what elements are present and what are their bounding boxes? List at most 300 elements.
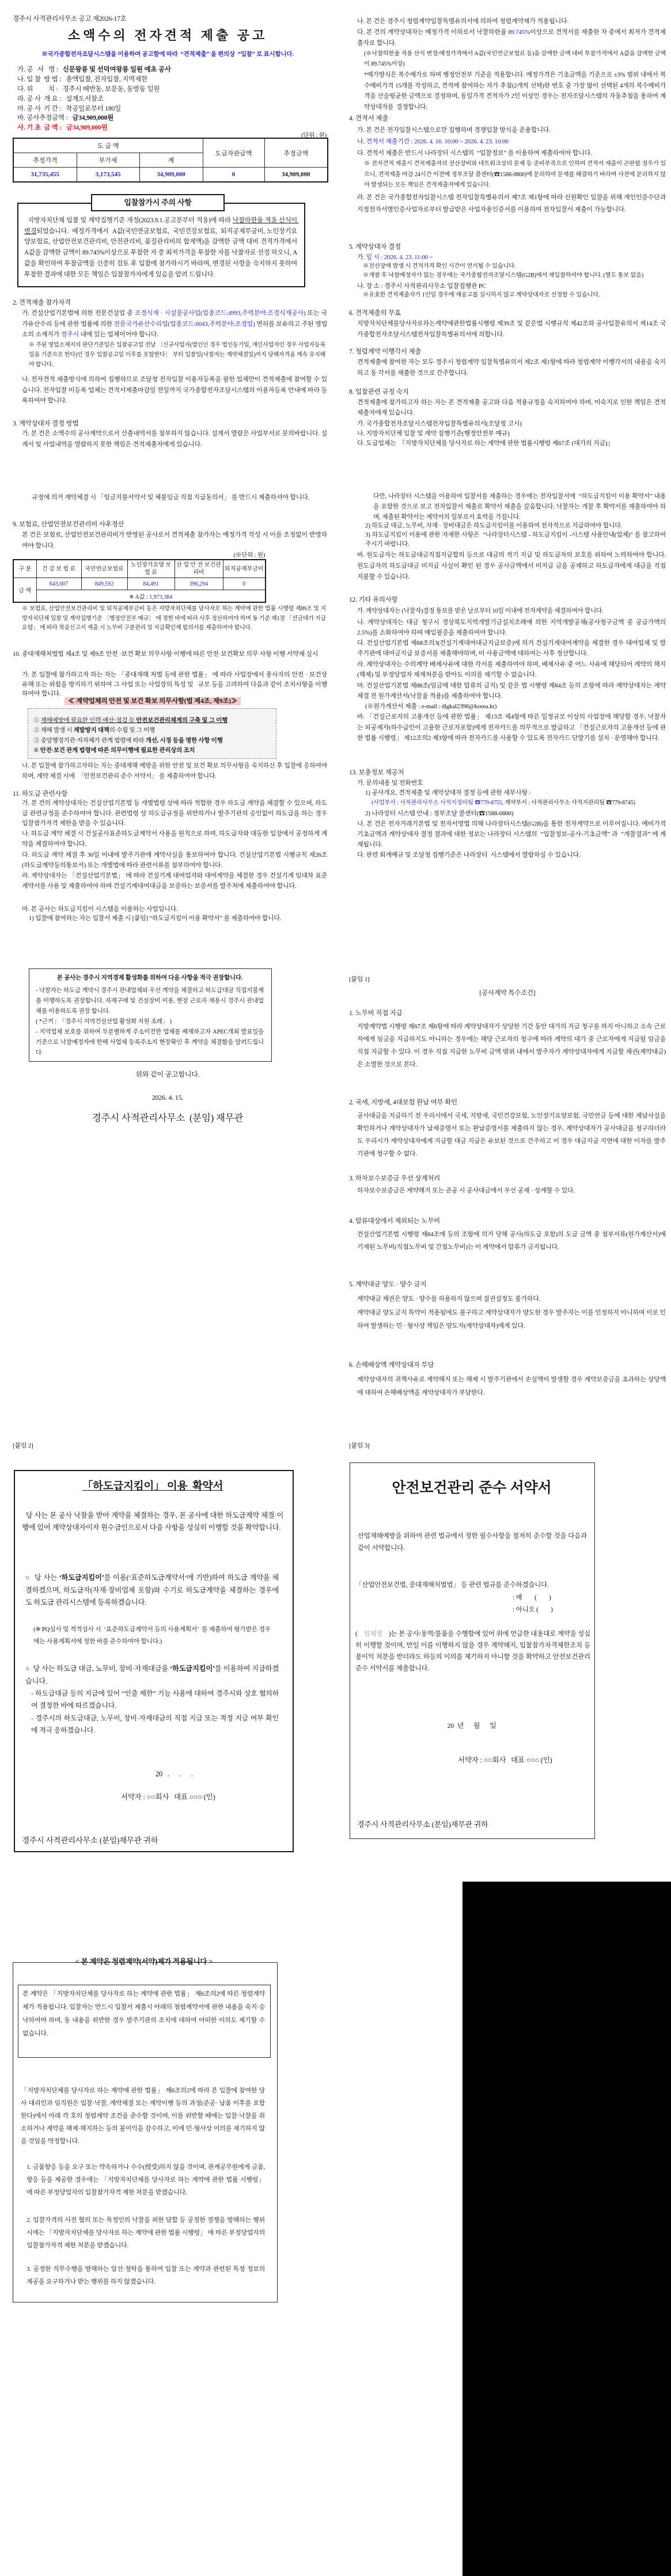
r-sec3-na <box>357 16 668 27</box>
r-sec3-note2 <box>364 70 666 112</box>
text-run: 계약대금 양도금지 특약이 적용됨에도 불구하고 계약상대자가 양도한 경우 발주자는 이를 인정하지 아니하며 이로 인하여 발생하는 민 · 형사상 책임은 양도자(계약상대자)에게 있다. <box>357 1309 666 1329</box>
t1-header-estimated: 추정금액 <box>264 138 328 168</box>
text-run: 면허를 보유하고 주된 영업소의 소재지가 <box>22 320 327 338</box>
pledge1-addressee <box>22 1836 158 1846</box>
text-run: 가. 건설산업기본법에 의한 전문건설업 중 <box>22 310 135 317</box>
text-run: ○ 당 사는 <box>25 1574 59 1582</box>
t1-header-vat: 부가세 <box>77 153 139 168</box>
text-run: 다. 하도급 계약 체결 후 30일 이내에 발주기관에 계약사실을 통보하여야 합니다. 건설산업기본법 시행규칙 제26조(하도급계약등의통보서) 또는 개별법에 따라 관련서류를 첨부하여야 합니다. <box>22 852 327 869</box>
t2-value-longterm: 84,491 <box>127 578 175 590</box>
text-run: 의 수립 및 그 이행 <box>109 727 156 734</box>
r-sec7-title <box>349 347 421 358</box>
pledge1-sub1 <box>31 1688 279 1712</box>
text-run: 89.745% <box>508 29 530 36</box>
text-run: ○ 당 사는 하도급 대금, 노무비, 장비·자재대금을 <box>25 1665 170 1673</box>
r-sec12-title <box>349 595 398 606</box>
text-run: [붙임 2] <box>13 1442 33 1449</box>
announce-date <box>0 1092 335 1103</box>
r-sec8-ga <box>357 419 668 430</box>
text-run: 전문국가유산수리업(업종코드:0043,주력분야:조경업) <box>113 320 255 328</box>
text-run: ① <box>33 717 41 724</box>
text-run: 다. 건설산업기본법 제68조의3(건설기계대여대금지급보증)에 의거 건설기계대여계약을 체결한 경우 대여업체 및 발주기관에 대여금지급 보증서를 제출해야하며, 미 사용금액에 대하여는 사후 정산합니다. <box>357 640 666 657</box>
text-run: 지방자치단체를당사자로하는계약에관한법률시행령 제39조 및 같은법 시행규칙 제42조와 공사입찰유의서 제14조 국가종합전자조달시스템전자입찰특별유의서에 의합니다. <box>357 320 666 338</box>
text-run: ≪ 계약업체의 안전 및 보건 확보 의무사항(법 제4조, 제9조)≫ <box>65 697 241 705</box>
text-run: 라. 본 건은 국가종합전자입찰시스템 전자입찰특별유의서 제7조 제1항에 따라 신원확인 입찰을 위해 개인인증수단과 지정전자서명인증사업자로부터 발급받은 사업자용인증서를 이용하여 전자입찰서 제출이 가능합니다. <box>357 194 668 213</box>
text-run: 경주시 사적관리사무소 공고 제2026-17호 <box>13 16 127 22</box>
text-run: 업체명 <box>357 1631 389 1637</box>
text-run: 안전보건관리 준수 서약서 <box>392 1480 552 1496</box>
st4-body <box>357 1228 666 1253</box>
text-run: 20 . . . <box>156 1770 193 1778</box>
text-run: 나. 입 찰 방 법 : 총액입찰, 전자입찰, 지역제한 <box>17 76 147 83</box>
r-sec7-body <box>357 357 666 379</box>
text-run: 나. 지방자치단체 입찰 및 계약 집행기준(행정안전부 예규) <box>357 430 510 437</box>
text-run: ※ 주된 영업소재지의 판단기준일은 입찰공고일 전날 〔신규사업자(법인인 경우 법인등기일, 개인사업자인 경우 사업자등록일을 기준으로 한다)인 경우 입찰공고일 이후를 포함한다〕 부터 입찰일(낙찰자는 계약체결일)까지 당해자격을 계속 유지해야 합니다. <box>29 342 325 368</box>
r-sec5-note1 <box>363 262 667 271</box>
text-run: 마. 본 공사는 하도급지킴이 시스템을 이용하는 사업입니다. <box>22 906 178 913</box>
text-run: ③ 중앙행정기관·지자체가 관계 법령에 따라 <box>33 738 146 744</box>
pledge2-para <box>355 1628 590 1674</box>
text-run: 가. 본 건은 전자입찰시스템으로만 집행하며 경쟁입찰 방식을 준용합니다. <box>357 127 551 134</box>
text-run: 2) 하도급 대금, 노무비, 자재 · 장비대금은 하도급지킴이를 이용하여 전자적으로 지급하여야 합니다. <box>365 522 622 529</box>
item-ra <box>17 94 104 105</box>
r-sec12-ma <box>357 681 666 701</box>
text-run: 가. <box>357 254 366 261</box>
text-run: 경주시 사적관리사무소 (분임)재무관 귀하 <box>357 1820 488 1829</box>
text-run: 2) 나라장터 시스템 안내 : 정부조달 콜센터(☎1588-0800) <box>365 810 514 817</box>
text-run: ( *근거 : 「경주시 지역건설산업 활성화 지원 조례」 ) <box>36 1019 172 1025</box>
text-run: 건설산업기본법 시행령 제84조에 등의 조항에 의거 당해 공사(하도급 포함)의 도급 금액 중 첨부서류(원가계산서)에 기재된 노무비(직접노무비 및 간접노무비)는 이 계약에서 압류가 금지됩니다. <box>357 1231 668 1251</box>
st2-body <box>357 1110 666 1160</box>
text-run: 경주시 <box>60 331 79 338</box>
text-run: 4. 압류대상에서 제외되는 노무비 <box>349 1218 441 1225</box>
r-sec8-da <box>357 438 668 449</box>
pledge2-no <box>513 1605 553 1616</box>
text-run: 되었습니다. 예정가격에서 A값(국민연금보험료, 국민건강보험료, 퇴직공제부금비, 노인장기요양보험료, 산업안전보건관리비, 안전관리비, 품질관리비의 합계액)을 감액한 금액 대비 견적가격에서 A값을 감액한 금액이 89.745%이상으로 투찰한 자 중 최저가격을 투찰한 자를 낙찰자로 선정 하오니, A값을 확인하여 투찰금액을 신중히 검토 후 입찰에 참가하시기 바라며, 변경된 사항을 숙지하지 못하여 투찰한 결과에 대한 모든 책임은 입찰참가자에게 있음을 알려 드립니다. <box>24 227 299 278</box>
text-run: 나. 계약상대자는 대금 청구시 경상북도지역개발기금설치조례에 의한 지역개발공채(공사청구금액 중 공급가액의 2.5%)를 소화하여야 하며 매입필증을 제출하여야 합니다. <box>357 619 668 636</box>
text-run: 서약자 : ○○회사 대표 ○○○ (인) <box>458 1756 552 1764</box>
text-run: 또는 국가유산수리 등에 관한 법률에 의한 <box>22 310 327 328</box>
pledge2-law <box>355 1580 590 1591</box>
text-run: 견적제출에 참가하고자 하는 자는 본 견적제출 공고와 다음 적용규정을 숙지하여야 하며, 미숙지로 인한 책임은 견적제출자에게 있습니다. <box>357 399 666 416</box>
integrity-item3 <box>26 2263 265 2288</box>
text-run: 조경식재 · 시설물공사업(업종코드:4993,주력분야:조경식재공사) <box>134 310 306 317</box>
text-run: 3. 공정한 직무수행을 방해하는 알선·청탁을 통하여 입찰 또는 계약과 관련된 특정 정보의 제공을 요구하거나 받는 행위를 하지 않겠습니다. <box>26 2266 267 2285</box>
t1-value-estimated: 34,909,000 <box>264 168 328 183</box>
st1-body <box>357 1020 666 1071</box>
r-sec4-na <box>357 136 668 147</box>
r-sec8-na <box>357 428 668 439</box>
text-run: 「지방자치단체를 당사자로 하는 계약에 관한 법률」 제6조의2에 따라 본 입찰에 참여한 당사 대리인과 임직원은 입찰·낙찰, 계약체결 또는 계약이행 등의 과정(준공· 납품 이후를 포함한다)에서 아래 각 호의 청렴계약 조건을 준수할 것이며, 이를 위반할 때에는 입찰·낙찰을 취소하거나 계약을 해제·해지하는 등의 불이익을 감수하고, 이에 민·형사상 이의를 제기하지 않을 것임을 약정합니다. <box>21 2087 265 2145</box>
text-run: *예가방식은 복수예가로 하며 행정안전부 기준을 적용합니다. 예정가격은 기초금액을 기준으로 ±3% 범위 내에서 복수예비가격 15개를 작성하고, 견적에 참여하는 자가 추첨(2개씩 선택)한 번호 중 가장 많이 선택된 4개의 복수예비가격을 산술평균한 금액으로 결정하며, 동일가격 견적자가 2인 이상인 경우는 전자조달시스템의 자동추첨을 통하여 계약상대자를 결정합니다. <box>364 71 666 111</box>
text-run: 금34,909,000원 <box>72 115 113 121</box>
text-run: 8. 입찰관련 규정 숙지 <box>349 389 409 396</box>
text-run: 1. 금품향응 등을 요구 또는 약속하거나 수수(授受)하지 않을 것이며, 관계공무원에게 금품, 향응 등을 제공한 경우에는 「지방자치단체를 당사자로 하는 계약에 관한 법률 시행령」 에 따른 부정당업자의 입찰참가자격 제한 처분을 받겠습니다. <box>26 2164 267 2196</box>
text-run: 내에 있는 업체이어야 합니다. <box>78 331 158 338</box>
r-sec5-title <box>349 242 401 253</box>
pledge1-note <box>33 1624 275 1648</box>
local-economy-p2 <box>36 1017 264 1027</box>
text-run: ※개찰 후 낙찰예정자가 없는 경우에는 국가종합전자조달시스템(G2B)에서 재입찰하여야 합니다. (별도 통보 없음) <box>363 272 644 279</box>
text-run: 3) 하도급지킴이 이용에 관한 자세한 사항은 “나라장터시스템 - 하도급지킴이 -시스템 사용안내(업체)” 를 참고하여 주시기 바랍니다. <box>365 531 668 548</box>
text-run: [공사계약 특수조건] <box>479 990 536 997</box>
t2-header-pension: 국민연금보험료 <box>81 560 127 578</box>
text-run: 경주시 사적관리사무소 (분임)재무관 귀하 <box>22 1836 158 1845</box>
text-run: )는 본 공사/용역/물품을 수행함에 있어 위에 언급한 내용대로 계약을 성실히 이행할 것이며, 만일 이를 이행하지 않을 경우 계약해지, 입찰참가자격제한조치 등 불이익 처분을 받더라도 하등의 이의를 제기하지 아니할 것을 확약하고 안전보건관리 준수 서약서를 제출합니다. <box>355 1631 592 1672</box>
text-run: - 낙찰자는 하도급 계약시 경주시 관내업체와 우선 계약을 체결하고 하도급대금 직접지불제를 이행하도록 권장합니다. 자재구매 및 건설장비 이용, 현장 근로자 채용시 경주시 관내업체를 이용하도록 권장 합니다. <box>36 987 264 1015</box>
t2-header-health: 건 강 보 험 료 <box>36 560 81 578</box>
sec11-ga <box>22 799 327 829</box>
caution-body <box>24 215 297 280</box>
text-run: 재해예방에 필요한 인력·예산·점검 등 <box>40 717 137 724</box>
text-run: 가. 계약상대자는 (낙찰자)결정 통보를 받은 날로부터 10일 이내에 전자계약을 체결하여야 합니다. <box>357 608 604 614</box>
text-run: 이상으로 견적서를 제출한 자 중에서 최저가 견적제출자로 합니다. <box>357 29 666 47</box>
safety-duty-item1 <box>33 716 228 726</box>
t1-value-vat: 3,173,545 <box>77 168 139 183</box>
r-sec13-contact <box>371 798 668 809</box>
t1-header-price: 추정가격 <box>13 153 77 168</box>
text-run: 계약대금 채권은 양도 · 양수를 허용하지 않으며 질권설정도 불가하다. <box>357 1295 541 1302</box>
r-hadogeup-ba <box>357 550 666 583</box>
text-run: 본 공사는 경주시 지역경제 활성화를 위하여 다음 사항을 적극 권장합니다. <box>56 975 243 981</box>
text-run: 본 건은 보험료, 산업안전보건관리비가 반영된 공사로서 견적제출 참가자는 예정가격 작성 시 이를 조정없이 반영하여야 합니다. <box>22 531 327 549</box>
text-run: 바. 「건설근로자의 고용개선 등에 관한 법률」 제13조 제4항에 따른 일정규모 이상의 사업장에 해당할 경우, 낙찰자는 피공제자(하수급인이 고용한 근로자포함)에게 전자카드를 의무적으로 발급하고 「건설근로자의 고용개선 등에 관한 법률 시행령」 제12조의2 제3항에 따라 전자카드를 사용할 수 있도록 전자카드 단말기를 설치 · 운영해야 합니다. <box>357 713 666 742</box>
item-na <box>17 74 147 85</box>
text-run: 5. 계약대금 양도 · 양수 금지 <box>349 1281 427 1288</box>
text-run: - 하도급대금 등의 지급에 있어 “인출 제한” 기능 사용에 대하여 경주시와 상호 협의하여 결정한 바에 따르겠습니다. <box>31 1689 279 1709</box>
text-run: 다. 견적서 제출은 반드시 나라장터 시스템의 “입찰정보” 를 이용하여 제출하여야 합니다. <box>357 150 592 157</box>
safety-duty-item4 <box>33 746 195 756</box>
integrity-item1 <box>26 2161 265 2199</box>
text-run: 2. 입찰가격의 사전 협의 또는 특정인의 낙찰을 위한 담합 등 공정한 경쟁을 방해하는 행위시에는 「지방자치단체를 당사자로 하는 계약에 관한 법률 시행령」 에 따른 부정당업자의 입찰참가자격 제한 처분을 받겠습니다. <box>26 2217 267 2249</box>
text-run: ‘하도급지킴이’ <box>170 1665 215 1673</box>
text-run: 당 사는 본 공사 낙찰을 받아 계약을 체결하는 경우, 본 공사에 대한 하도급계약 체결·이행에 있어 계약상대자이자 원수급인으로서 다음 사항을 성실히 이행할 것을 확약합니다. <box>22 1511 283 1532</box>
r-sec5-note3 <box>363 291 667 300</box>
special-terms-title <box>349 988 666 999</box>
text-run: 계약부서 : 사적관리사무소 사적지관리팀 ☎779-8745) <box>503 800 635 806</box>
safety-duty-item2 <box>33 725 155 736</box>
text-run: 가. 국가종합전자조달시스템전자입찰특별유의서(조달청 고시) <box>357 420 522 427</box>
text-run: - 경주시의 하도급대금, 노무비, 장비·자재대금의 직접 지급 또는 적정 지급 여부 확인에 적극 응하겠습니다. <box>31 1714 279 1734</box>
item-ga <box>17 64 171 75</box>
r-sec5-na <box>357 281 668 292</box>
st5-body1 <box>357 1293 668 1306</box>
text-run: 다. 위 치 : 경주시 배반동, 보문동, 동방동 일원 <box>17 86 160 93</box>
integrity-para <box>21 2084 265 2148</box>
pledge2-title <box>350 1479 594 1497</box>
contract-amount-table <box>13 138 328 183</box>
text-run: ※유효한 견적제출자가 1인일 경우에 재공고를 실시하지 않고 계약상대자로 선정할 수 있습니다. <box>363 292 600 298</box>
pledge2-date <box>350 1720 594 1731</box>
text-run: 사. 기 초 금 액 : 금34,909,000원 <box>17 124 108 131</box>
sec3-title <box>13 419 78 430</box>
text-run: 를 이용(‘표준하도급계약서‘에 기반)하여 하도급 계약을 체결하겠으며, 하도급자(자재·장비업체 포함)와 수기로 하도급계약을 체결하는 경우에도 하도급 관리시스템에 등록하겠습니다. <box>25 1574 279 1606</box>
st6-body <box>357 1373 666 1400</box>
sec9-body <box>22 530 327 552</box>
sec11-ma <box>22 904 178 915</box>
text-run: 지방계약법 시행령 제67조 제6항에 따라 계약상대자가 상당한 기간 동안 대가의 지급 청구를 하지 아니하고 소속 근로자에게 임금을 지급하지도 아니하는 경우에는 해당 근로자의 청구에 따라 계약의 대가 중 근로자에게 지급될 임금을 직접 지급할 수 있다. 이 경우 직접 지급한 노무비 금액 범위 내에서 발주자가 계약상대자에게 지급할 채권(계약대금)은 소멸한 것으로 본다. <box>357 1023 668 1068</box>
text-run: ※ 전자견적 제출시 견적제출자의 전산장비와 네트워크상의 문제 등 준비부족으로 인하여 견적서 제출이 곤란할 경우가 있으니, 견적제출 마감 24시간 이전에 정부조달 콜센터(☎1588-0800)에 문의하여 문제를 해결하기 바라며 사전에 문의하지 않아 발생되는 모든 책임은 견적제출자에게 있습니다. <box>364 161 666 188</box>
r-sec8-title <box>349 387 409 398</box>
st3-body <box>357 1186 668 1196</box>
text-run: 11. 하도급 관련사항 <box>13 791 68 797</box>
text-run: 나. 본 건은 경주시 청렴계약입찰특별유의서에 의하여 청렴계약제가 적용됩니다. <box>357 18 569 25</box>
text-run: ④ <box>33 747 40 754</box>
text-run: 20 년 월 일 <box>447 1722 496 1730</box>
text-run: (사업부서 : 사적관리사무소 사적지정비팀 ☎779-8755, <box>371 800 503 806</box>
sec2-na <box>22 374 327 406</box>
r-sec13-da <box>357 850 668 861</box>
r-sec13-na <box>357 819 666 850</box>
text-run: 2. 견적제출 참가자격 <box>13 299 71 306</box>
text-run: - 지역업체 보호를 위하여 무분별하게 주소이전한 업체를 배제하고자 APEC개최 발표일을 기준으로 낙찰예정자에 한해 사업체 등록주소지 현장확인 후 계약을 체결함을 알려드립니다. <box>36 1029 266 1056</box>
sec3-ga <box>22 428 327 450</box>
r-sec4-title <box>349 113 388 124</box>
text-run: 라. 계약상대자는 「건설산업기본법」 에 따라 건설기계 대여업자와 대여계약을 체결한 경우 건설기계 임대차 표준계약서를 사용 및 제출하여야 하며 건설기계대여대금을 보증하는 보증서를 발주처에 제출하여야 합니다. <box>22 872 327 890</box>
t2-header-retire: 퇴직공제부금비 <box>223 560 266 578</box>
sec10-ga <box>22 670 327 699</box>
attach1-label <box>349 974 370 985</box>
unit-label-2 <box>13 550 265 561</box>
r-sec13-title <box>349 768 404 778</box>
text-run: [붙임 1] <box>349 976 370 983</box>
text-run: 「산업안전보건법, 중대재해처벌법」 등 관련 법규를 준수하겠습니다. <box>355 1582 549 1589</box>
pledge1-intro <box>22 1510 283 1534</box>
r-sec12-email <box>365 701 666 712</box>
text-run: 재발방지 대책 <box>73 727 109 734</box>
pledge2-signer <box>458 1755 552 1766</box>
issuer <box>0 1111 335 1125</box>
text-run: 나. 하도급 계약 체결 시 건설공사표준하도급계약서 사용을 원칙으로 하며, 하도급자와 대등한 입장에서 공정하게 계약을 체결하여야 합니다. <box>22 830 327 848</box>
st2-title <box>349 1097 457 1108</box>
t2-value-safety: 396,294 <box>175 578 223 590</box>
t2-aval-value: 1,973,384 <box>149 594 173 601</box>
sec11-da <box>22 850 327 871</box>
sec8-fragment <box>32 492 327 503</box>
text-run: 소액수의 전자견적 제출 공고 <box>67 28 268 43</box>
text-run: 7. 청렴계약 이행각서 제출 <box>349 348 422 355</box>
text-run: 3. 계약상대자 결정 방법 <box>13 420 79 427</box>
text-run: 라. 계약상대자는 수의계약 배제사유에 대한 각서를 제출하여야 하며, 배제사유 중 어느 사유에 해당되어 계약의 해지(해제) 및 부정당업자 제재처분을 받아도 이의를 제기할 수 없습니다. <box>357 661 666 678</box>
text-run: 일 시 : 2026. 4. 23. 11:00 ~ <box>366 254 433 261</box>
text-run: 견적서 제출기간 : 2026. 4. 16. 10:00 ~ 2026. 4. 23. 10:00 <box>366 138 509 145</box>
text-run: 가. 본 건은 소액수의 공사계약으로서 산출내역서를 첨부하지 않습니다. 설계서 열람은 사업부서로 문의바랍니다. 설계서 및 사업내역을 열람하지 못한 책임은 견적제출자에게 있습니다. <box>22 430 327 448</box>
insurance-table <box>13 559 266 603</box>
r-sec5-ga <box>357 252 668 263</box>
text-run: 안전보건관리체계의 구축 및 그 이행 <box>136 717 228 724</box>
item-ba <box>17 113 113 124</box>
text-run: 가. 공 사 명 : <box>17 66 63 73</box>
t2-value-pension: 849,592 <box>81 578 127 590</box>
text-run: 신문왕릉 및 선덕여왕릉 일원 예초 공사 <box>62 66 171 73</box>
text-run: 마. 공 사 기 간 : 착공일로부터 180일 <box>17 105 121 112</box>
text-run: [붙임 3] <box>349 1442 370 1449</box>
text-run: 경주시 사적관리사무소 (분임) 재무관 <box>92 1112 244 1123</box>
t1-header-sum: 계 <box>139 153 203 168</box>
sec11-ma-1 <box>29 914 327 924</box>
text-run: 를 이용하여 지급하겠습니다. <box>25 1665 279 1685</box>
unit-label-1 <box>13 131 327 142</box>
text-run: 낙찰하한율 적용 산식이 변경 <box>24 217 299 235</box>
text-run: 「하도급지킴이」 이용 확약서 <box>82 1481 223 1492</box>
text-run: 6. 손해배상액 계약상대자 부담 <box>349 1362 434 1369</box>
text-run: (※단위 : 원) <box>233 552 265 558</box>
text-run: 위와 같이 공고합니다. <box>135 1070 200 1078</box>
text-run: 나. 전자견적 제출방식에 의하여 집행하므로 조달청 전자입찰 이용자등록을 필한 업체만이 견적제출에 참여할 수 있습니다. 전자입찰 미등록 업체는 견적서제출마감일 전일까지 국가종합전자조달시스템의 이용자등록 안내에 따라 등록하여야 합니다. <box>22 376 327 404</box>
text-run: ※ 보험료, 산업안전보건관리비 및 퇴직공제부금비 등은 지방자치단체를 당사자로 하는 계약에 관한 법률 시행령 제89조 및 지방자치단체 입찰 및 계약집행기준 〔행정안전부 예규〕 에 정한 바에 따라 사후 정산하여야 하며 동 기준 제1장 「선금대가 지급요령」 에 따라 착공신고서 제출 시 노무비 구분관리 및 지급확인제 합의서를 제출하여야 합니다. <box>22 606 326 631</box>
pledge1-signer <box>121 1792 215 1803</box>
local-economy-title <box>33 973 266 984</box>
t2-header-longterm: 노인장기요양 보 험 료 <box>127 560 175 578</box>
text-run: 4. 견적서 제출 <box>349 115 389 122</box>
text-run: (※원가계산서 제출 : e-mail : dlgkal2396@korea.kr) <box>365 703 497 710</box>
t1-header-total: 도 급 액 <box>13 138 203 153</box>
text-run: 나. 본 건은 전자거래기본법 및 전자서명법 의해 나라장터시스템(G2B)을 통한 전자계약으로 이루어집니다. 예비가격 기초금액과 계약상대자 결정 결과에 대한 정보는 나라장터 시스템의 “입찰정보-공사-기초금액” 과 “개찰결과” 에 게재됩니다. <box>357 820 668 848</box>
text-run: 나. 장 소 : 경주시 사적관리사무소 입찰집행관 PC <box>357 283 486 290</box>
text-run: 2026. 4. 15. <box>151 1093 184 1101</box>
text-run: (※낙찰하한율 적용 산식 변경:예정가격에서 A값(국민연금보험료 등)을 감액한 금액 대비 투찰가격에서 A값을 감액한 금액이 89.745%이상) <box>364 51 666 67</box>
st5-title <box>349 1279 426 1290</box>
st3-title <box>349 1173 440 1184</box>
closing-line <box>0 1069 335 1080</box>
scan-black-area <box>463 1882 671 2576</box>
sec10-title <box>13 649 327 660</box>
sec2-title <box>13 298 71 309</box>
caution-title <box>91 194 225 211</box>
integrity-item2 <box>26 2214 265 2252</box>
pledge2-intro <box>358 1530 587 1554</box>
sec11-title <box>13 789 67 800</box>
t1-value-price: 31,735,455 <box>13 168 77 183</box>
text-run: ※전산장애 발생 시 견적가격 확인 시간이 연기될 수 있습니다. <box>363 263 516 269</box>
text-run: : 아니오 ( ) <box>513 1606 553 1613</box>
text-run: (단위 : 원) <box>301 132 327 139</box>
safety-duty-title <box>32 696 274 707</box>
t2-row-label: 금 액 <box>13 578 36 603</box>
r-sec12-ba <box>357 712 666 744</box>
t2-value-health: 643,007 <box>36 578 81 590</box>
item-da <box>17 84 160 95</box>
r-sec4-note <box>364 159 666 191</box>
pledge2-addressee <box>357 1819 488 1830</box>
text-run: 12. 기타 유의사항 <box>349 596 398 603</box>
text-run: 개선, 시정 등을 명한 사항 이행 <box>145 738 223 744</box>
blue-notice <box>0 50 335 60</box>
page-title <box>0 28 335 44</box>
text-run: 마. 건설산업기본법 제88조(임금에 대한 압류의 금지) 및 같은 법 시행령 제84조 등의 조항에 따라 계약상대자는 계약체결 전 원가계산서(낙찰율 적용)를 제출하여야 합니다. <box>357 682 666 700</box>
text-run: 계약상대자의 귀책사유로 계약해지 또는 해제 시 발주기관에서 손실액이 발생할 경우 계약보증금을 초과하는 상당액에 대하여 손해배상액을 계약상대자가 부담한다. <box>357 1376 666 1396</box>
t2-aval-row <box>36 590 266 603</box>
st6-title <box>349 1360 434 1371</box>
text-run: 나. <box>357 138 366 145</box>
text-run: 1) 공사개요, 견적제출 및 계약상대자 결정 등에 관한 세부사항 : <box>365 789 531 796</box>
sec2-ga <box>22 308 327 340</box>
text-run: 13. 보충정보 제공처 <box>349 769 404 776</box>
r-sec12-ga <box>357 606 670 617</box>
st4-title <box>349 1216 440 1227</box>
local-economy-p1 <box>36 986 264 1017</box>
sec11-na <box>22 829 327 849</box>
pledge1-item1 <box>25 1572 279 1609</box>
text-run: 1) 입찰에 참여하는 자는 입찰서 제출 시 [붙임] “하도급지킴이 이용 확약서” 를 제출하여야 합니다. <box>29 915 282 922</box>
st1-title <box>349 1008 403 1019</box>
r-hadogeup-2 <box>365 521 668 530</box>
t2-aval-label: ※ A값 : <box>129 594 150 601</box>
integrity-inner-text <box>22 1988 265 2041</box>
sec9-title <box>13 519 124 530</box>
text-run: 10. 중대재해처벌법 제4조 및 제9조 안전 ·보건 확보 의무사항 이행에 따른 안전·보건확보 의무 사항 이행 서약제 실시 <box>13 651 319 658</box>
text-run: 나. 본 입찰에 참가하고자하는 자는 중대재해 예방을 위한 안전 및 보건 확보 의무사항을 숙지하신 후 입찰에 응하여야 하며, 계약 체결 시에 「안전보건관리 준수 서약서」 를 제출하여야 합니다. <box>22 762 329 780</box>
text-run: 산업재해예방을 위하여 관련 법규에서 정한 필수사항을 철저히 준수할 것을 다음과 같이 서약합니다. <box>358 1533 589 1552</box>
text-run: 2. 국세, 지방세, 4대보험 완납 여부 확인 <box>349 1099 457 1106</box>
text-run: 서약자 : ○○회사 대표 ○○○ (인) <box>121 1793 215 1801</box>
sec10-na <box>22 761 327 781</box>
local-economy-p3 <box>36 1027 264 1058</box>
text-run: < 본 계약은 청렴계약(서약)제가 적용됩니다 > <box>75 1958 213 1966</box>
r-sec4-ga <box>357 125 668 136</box>
text-run: 1. 노무비 직접 지급 <box>349 1010 403 1017</box>
r-sec5-note2 <box>363 271 667 280</box>
r-sec6-title <box>349 308 401 319</box>
text-run: 가. 문의내용 및 전화번호 <box>357 780 423 787</box>
t2-header-safety: 산 업 안 전 보건관리비 <box>175 560 223 578</box>
r-sec4-ra <box>357 192 666 216</box>
r-hadogeup-3 <box>365 530 666 549</box>
pledge1-title <box>14 1480 291 1494</box>
text-run: 라. 공 사 개 요 : 설계도서참조 <box>17 96 104 102</box>
r-sec6-body <box>357 318 666 340</box>
text-run: 다만, 나라장터 시스템을 이용하여 입찰서를 제출하는 경우에는 전자입찰서에 “하도급지킴이 이용 확약서” 내용을 포함한 것으로 보고 전자입찰서 제출로 확약서 제출을 갈음합니다. 낙찰자는 개찰 후 확약서를 제출하여야 하며, 제출된 확약서는 계약서의 일부로서 효력을 가집니다. <box>373 493 666 520</box>
pledge1-item2 <box>25 1663 279 1688</box>
r-sec13-ga2 <box>365 808 668 819</box>
ins-note <box>22 605 326 633</box>
text-run: 다. 관련 회계예규 및 조달청 집행기준은 나라장터 시스템에서 열람하실 수 있습니다. <box>357 852 581 858</box>
text-run: 견적제출에 참여한 자는 모두 경주시 청렴계약 입찰특별유의서 제2조 제1항에 따라 청렴계약 이행각서의 내용을 숙지하고 동 각서를 제출한 것으로 간주합니다. <box>357 359 666 377</box>
r-sec3-note1 <box>364 49 666 70</box>
text-run: 3. 하자보수보증금 우선 상계처리 <box>349 1175 441 1182</box>
r-sec4-da <box>357 148 668 159</box>
r-sec12-da <box>357 638 666 659</box>
text-run: 가. 본 건의 계약상대자는 건설산업기본법 등 개별법령 상에 따라 적합한 경우 하도급 계약을 체결할 수 있으며, 하도급 관련규정을 준수하여야 합니다. 관련법령 상 하도급규정을 위반하거나 발주기관의 승인없이 하도급을 하는 경우 입찰참가자격 제한을 받을 수 있습니다. <box>22 800 329 827</box>
text-run: 하자보수보증금은 계약해지 또는 준공 시 공사대금에서 우선 공제 · 상계할 수 있다. <box>357 1187 575 1194</box>
r-sec13-ga <box>357 778 668 789</box>
r-sec12-ra <box>357 659 666 680</box>
r-hadogeup-cont <box>373 491 666 522</box>
st5-body2 <box>357 1306 666 1333</box>
pledge1-date <box>156 1769 193 1780</box>
t1-value-supplied: 0 <box>203 168 264 183</box>
text-run: 다. 본 건의 계약상대자는 예정가격 이하로서 낙찰하한율 <box>357 29 509 36</box>
safety-duty-item3 <box>33 736 223 746</box>
t1-value-sum: 34,909,000 <box>139 168 203 183</box>
text-run: 다. 도급업체는 『지방자치단체를 당사자로 하는 계약에 관한 법률시행령 제67조 (대가의 지급)』 <box>357 440 614 447</box>
text-run: 바. 공사추정금액 : <box>17 115 73 121</box>
text-run: 지방자치단체 입찰 및 계약집행기준 개정(2023.9.1.공고분부터 적용)에 따라 <box>24 217 233 224</box>
text-run: 규정에 의거 계약체결 시 「임금지불서약서 및 체불임금 직접 지급동의서」 를 반드시 제출하셔야 합니다. <box>32 494 310 501</box>
r-sec12-na <box>357 617 666 638</box>
t2-header-gubun: 구 분 <box>13 560 36 578</box>
attach3-label <box>349 1441 370 1452</box>
t1-header-supplied: 도급자관급액 <box>203 138 264 168</box>
attach2-label <box>13 1441 33 1452</box>
text-run: 9. 보험료, 산업안전보건관리비 사후정산 <box>13 521 124 528</box>
text-run: 6. 견적제출의 무효 <box>349 310 401 317</box>
text-run: 바. 원도급자는 하도급대금직접지급합의 등으로 대금의 적기 지급 및 하도급자의 보호를 위하여 노력하여야 합니다. 원도급자의 하도급대금 미지급 사실이 확인 된 경우 공사금액에서 미지급 금을 공제하고 하도급자에게 대금을 직접 지불할 수 있습니다. <box>357 552 668 580</box>
text-run: 5. 계약상대자 결정 <box>349 244 401 250</box>
t2-value-retire: 0 <box>223 578 266 590</box>
text-run: 가. 본 입찰에 참가하고자 하는 자는 「중대재해 처벌 등에 관한 법률」 에 따라 사업장에서 종사자의 안전 · 보건상 유해 또는 위험을 방지하기 위하여 그 사업 또는 사업장의 특성 및 규모 등을 고려하여 다음과 같이 조치사항을 이행하여야 합니다. <box>22 671 329 697</box>
text-run: 본 계약은 「지방자치단체를 당사자로 하는 계약에 관한 법률」 제6조의2에 따른 청렴계약제가 적용됩니다. 입찰자는 반드시 입찰서 제출시 아래의 청렴계약서에 관한 내용을 숙지·승낙하여야 하며, 동 내용을 위반한 경우 발주기관의 조치에 대하여 어떠한 이의도 제기할 수 없습니다. <box>22 1990 267 2037</box>
